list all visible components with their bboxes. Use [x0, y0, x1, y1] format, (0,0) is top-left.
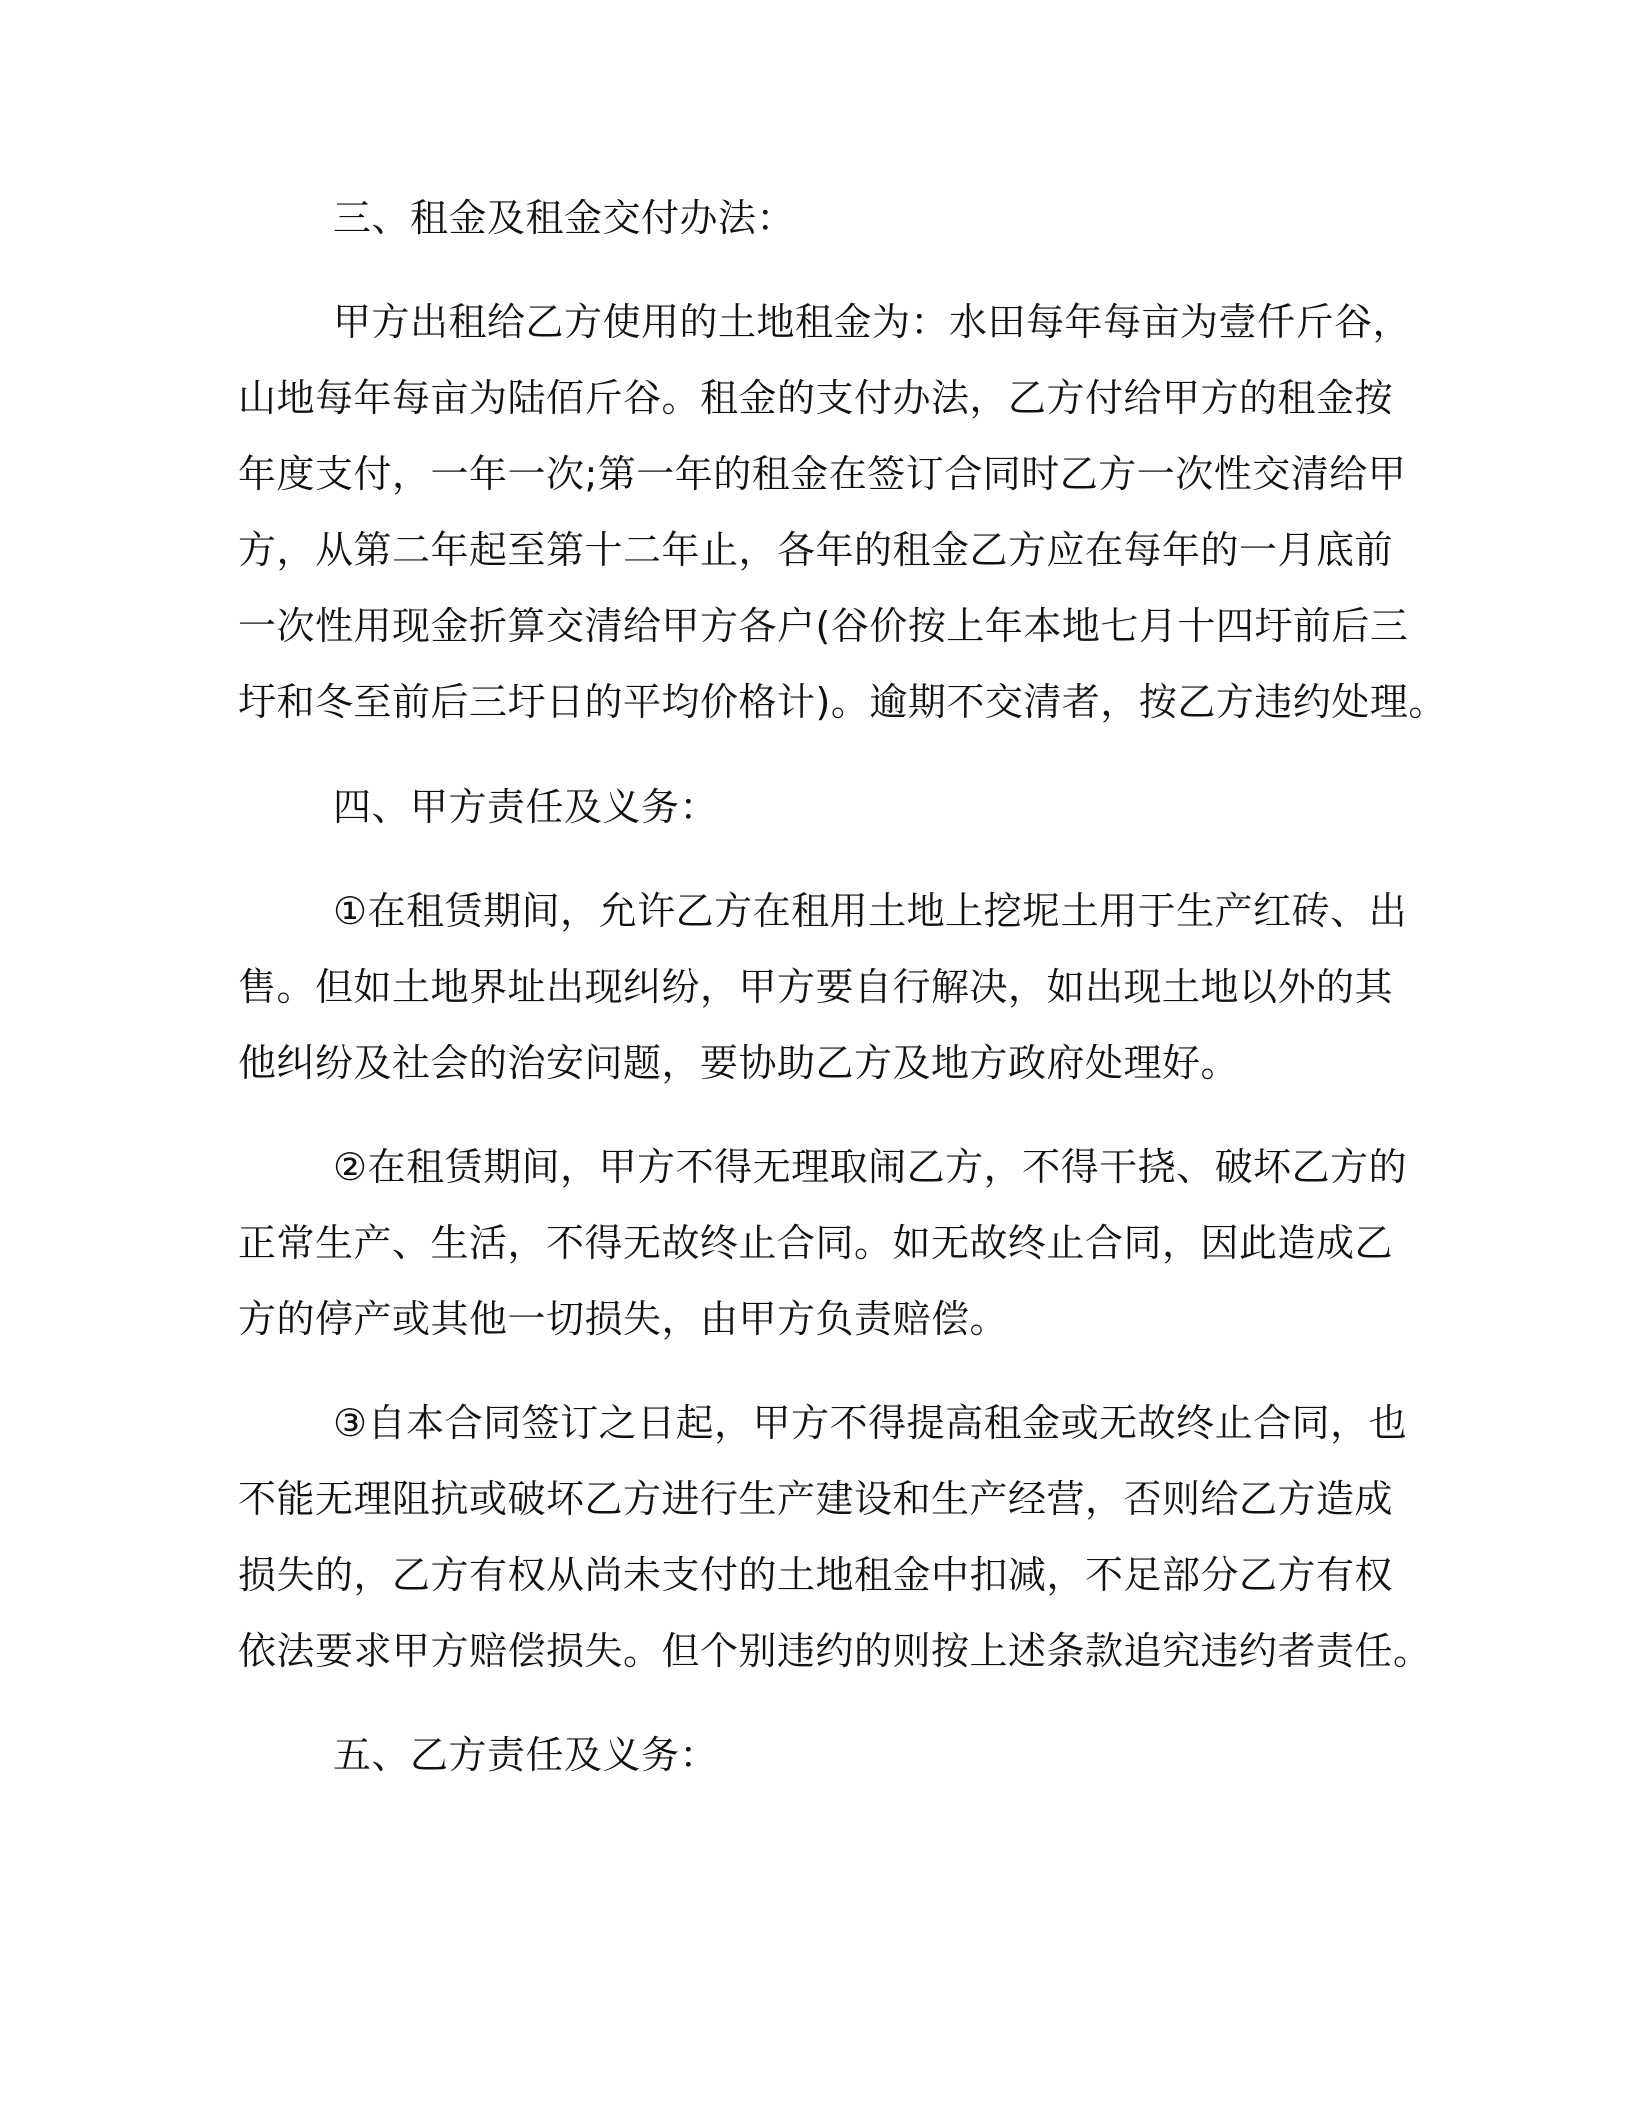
- paragraph-line: 正常生产、生活，不得无故终止合同。如无故终止合同，因此造成乙: [238, 1221, 1394, 1265]
- paragraph-line: ②在租赁期间，甲方不得无理取闹乙方，不得干挠、破坏乙方的: [333, 1145, 1408, 1189]
- paragraph-line: 山地每年每亩为陆佰斤谷。租金的支付办法，乙方付给甲方的租金按: [238, 376, 1394, 420]
- paragraph-line: 售。但如土地界址出现纠纷，甲方要自行解决，如出现土地以外的其: [238, 965, 1394, 1009]
- paragraph-line: 圩和冬至前后三圩日的平均价格计)。逾期不交清者，按乙方违约处理。: [238, 680, 1447, 724]
- paragraph-line: 一次性用现金折算交清给甲方各户(谷价按上年本地七月十四圩前后三: [238, 604, 1409, 648]
- paragraph-line: 甲方出租给乙方使用的土地租金为：水田每年每亩为壹仟斤谷，: [333, 300, 1412, 344]
- paragraph-line: 损失的，乙方有权从尚未支付的土地租金中扣减，不足部分乙方有权: [238, 1553, 1394, 1597]
- section-3-heading: 三、租金及租金交付办法：: [333, 196, 796, 240]
- paragraph-line: 方的停产或其他一切损失，由甲方负责赔偿。: [238, 1297, 1009, 1341]
- paragraph-line: ③自本合同签订之日起，甲方不得提高租金或无故终止合同，也: [333, 1401, 1408, 1445]
- section-5-heading: 五、乙方责任及义务：: [333, 1733, 719, 1777]
- paragraph-line: 他纠纷及社会的治安问题，要协助乙方及地方政府处理好。: [238, 1041, 1240, 1085]
- paragraph-line: 依法要求甲方赔偿损失。但个别违约的则按上述条款追究违约者责任。: [238, 1629, 1432, 1673]
- paragraph-line: 年度支付，一年一次;第一年的租金在签订合同时乙方一次性交清给甲: [238, 452, 1407, 496]
- paragraph-line: ①在租赁期间，允许乙方在租用土地上挖坭土用于生产红砖、出: [333, 889, 1408, 933]
- paragraph-line: 方，从第二年起至第十二年止，各年的租金乙方应在每年的一月底前: [238, 528, 1394, 572]
- paragraph-line: 不能无理阻抗或破坏乙方进行生产建设和生产经营，否则给乙方造成: [238, 1477, 1394, 1521]
- section-4-heading: 四、甲方责任及义务：: [333, 785, 719, 829]
